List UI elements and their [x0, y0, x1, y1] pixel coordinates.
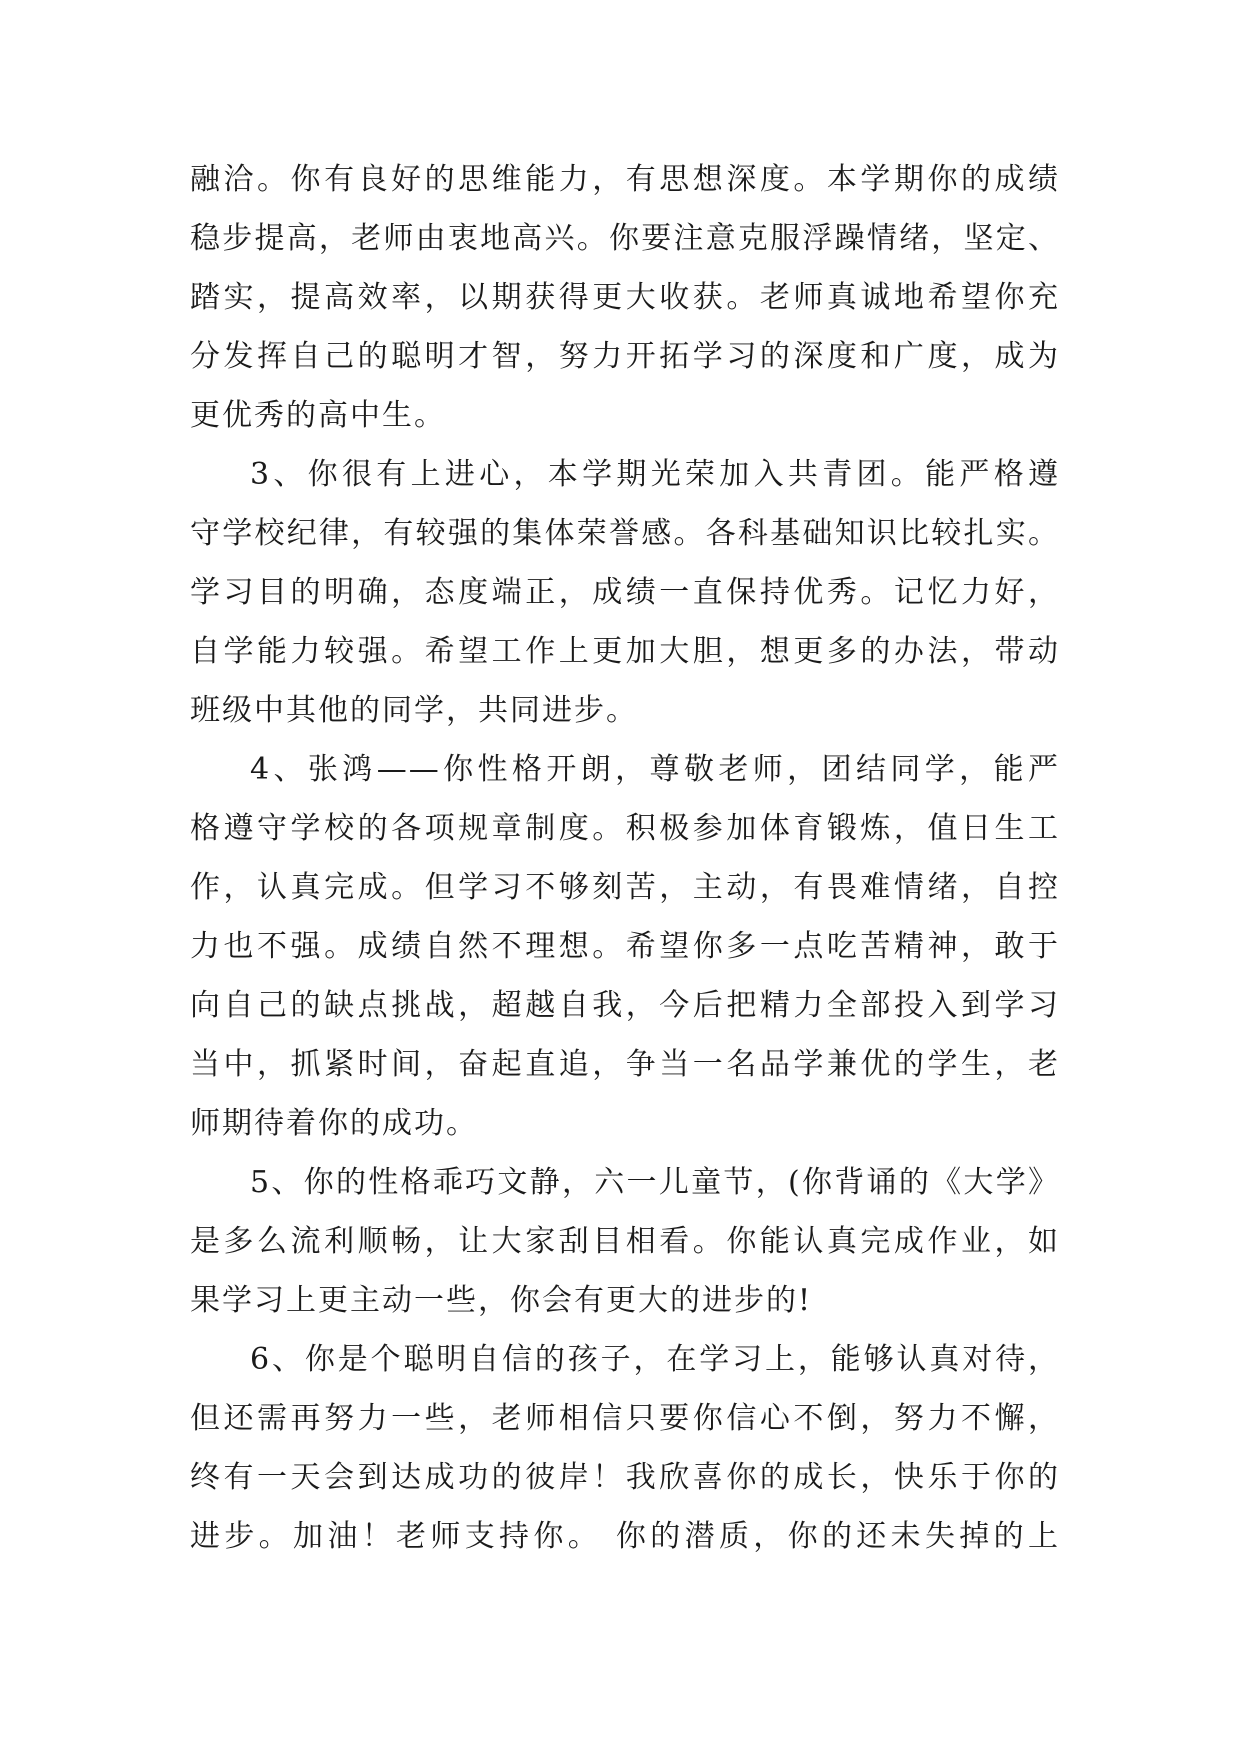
- text-line: 自学能力较强。希望工作上更加大胆，想更多的办法，带动: [190, 634, 1060, 669]
- text-line: 稳步提高，老师由衷地高兴。你要注意克服浮躁情绪，坚定、: [190, 221, 1060, 256]
- text-line: 是多么流利顺畅，让大家刮目相看。你能认真完成作业，如: [190, 1224, 1060, 1259]
- text-line: 终有一天会到达成功的彼岸！我欣喜你的成长，快乐于你的: [190, 1460, 1060, 1495]
- text-line: 更优秀的高中生。: [190, 398, 446, 433]
- text-line: 格遵守学校的各项规章制度。积极参加体育锻炼，值日生工: [190, 811, 1060, 846]
- document-body: [190, 150, 1060, 1566]
- text-line: 力也不强。成绩自然不理想。希望你多一点吃苦精神，敢于: [190, 929, 1060, 964]
- text-line: 进步。加油！老师支持你。 你的潜质，你的还未失掉的上: [190, 1519, 1060, 1554]
- text-line: 融洽。你有良好的思维能力，有思想深度。本学期你的成绩: [190, 162, 1060, 197]
- paragraph-6: [190, 1330, 1060, 1566]
- text-line: 4、张鸿——你性格开朗，尊敬老师，团结同学，能严: [250, 752, 1060, 787]
- text-line: 守学校纪律，有较强的集体荣誉感。各科基础知识比较扎实。: [190, 516, 1060, 551]
- text-line: 踏实，提高效率，以期获得更大收获。老师真诚地希望你充: [190, 280, 1060, 315]
- text-line: 果学习上更主动一些，你会有更大的进步的!: [190, 1283, 813, 1318]
- text-line: 学习目的明确，态度端正，成绩一直保持优秀。记忆力好，: [190, 575, 1060, 610]
- text-line: 师期待着你的成功。: [190, 1106, 478, 1141]
- paragraph-continuation: [190, 150, 1060, 445]
- text-line: 3、你很有上进心，本学期光荣加入共青团。能严格遵: [250, 457, 1060, 492]
- paragraph-4: [190, 740, 1060, 1153]
- text-line: 分发挥自己的聪明才智，努力开拓学习的深度和广度，成为: [190, 339, 1060, 374]
- text-line: 班级中其他的同学，共同进步。: [190, 693, 638, 728]
- paragraph-5: [190, 1153, 1060, 1330]
- paragraph-3: [190, 445, 1060, 740]
- text-line: 当中，抓紧时间，奋起直追，争当一名品学兼优的学生，老: [190, 1047, 1060, 1082]
- text-line: 向自己的缺点挑战，超越自我，今后把精力全部投入到学习: [190, 988, 1060, 1023]
- text-line: 6、你是个聪明自信的孩子，在学习上，能够认真对待，: [250, 1342, 1060, 1377]
- text-line: 5、你的性格乖巧文静，六一儿童节，(你背诵的《大学》: [250, 1165, 1060, 1200]
- text-line: 作，认真完成。但学习不够刻苦，主动，有畏难情绪，自控: [190, 870, 1060, 905]
- text-line: 但还需再努力一些，老师相信只要你信心不倒，努力不懈，: [190, 1401, 1060, 1436]
